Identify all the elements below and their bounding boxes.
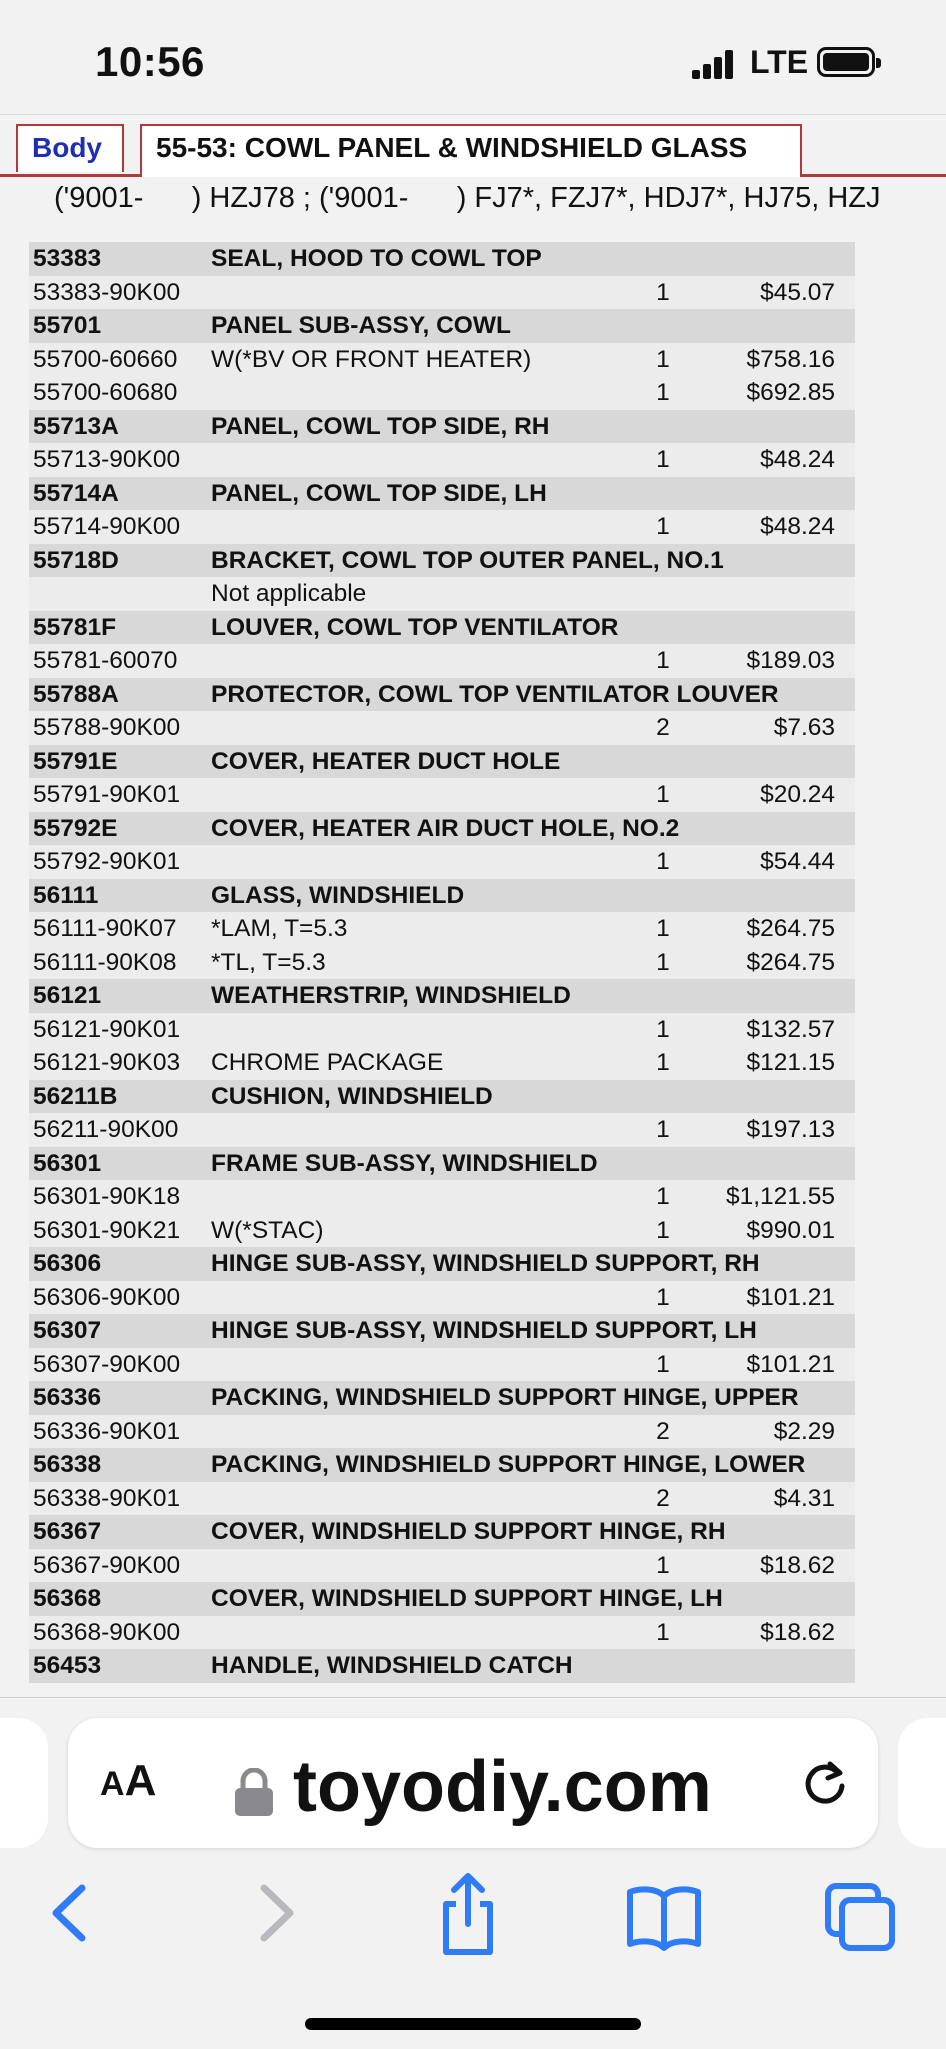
part-row[interactable] (29, 845, 855, 879)
part-group-number: 56453 (33, 1652, 102, 1679)
part-group-number: 53383 (33, 245, 102, 272)
part-number: 56111-90K07 (33, 915, 177, 942)
part-price: $264.75 (746, 948, 835, 976)
part-number: 55792-90K01 (33, 848, 181, 875)
part-number: 55781-60070 (33, 647, 178, 674)
part-quantity: 1 (656, 647, 670, 674)
part-group-description: LOUVER, COWL TOP VENTILATOR (211, 613, 619, 641)
part-group-header[interactable] (29, 242, 855, 276)
part-row[interactable] (29, 1616, 855, 1650)
bookmarks-icon[interactable] (624, 1868, 704, 1958)
part-price: $121.15 (746, 1049, 835, 1076)
part-price: $1,121.55 (726, 1183, 835, 1210)
part-number: 56121-90K01 (33, 1015, 181, 1043)
part-number: 55700-60660 (33, 345, 178, 373)
part-row[interactable] (29, 1415, 855, 1449)
part-quantity: 1 (656, 1049, 670, 1076)
part-group-header[interactable] (29, 410, 855, 444)
part-row[interactable] (29, 1281, 855, 1315)
back-icon[interactable] (30, 1868, 110, 1958)
part-group-description: COVER, WINDSHIELD SUPPORT HINGE, LH (211, 1585, 723, 1612)
part-group-header[interactable] (29, 1314, 855, 1348)
part-group-number: 56211B (33, 1082, 118, 1110)
part-group-description: PACKING, WINDSHIELD SUPPORT HINGE, UPPER (211, 1384, 799, 1411)
part-group-header[interactable] (29, 1080, 855, 1114)
part-row[interactable] (29, 778, 855, 812)
part-number: 55714-90K00 (33, 513, 181, 540)
applicable-models: ('9001- ) HZJ78 ; ('9001- ) FJ7*, FZJ7*, HDJ7*, HJ75, HZJ (54, 182, 881, 214)
part-price: $18.62 (760, 1551, 835, 1579)
part-group-description: GLASS, WINDSHIELD (211, 881, 465, 909)
part-group-number: 56306 (33, 1250, 102, 1277)
part-number: 56336-90K01 (33, 1417, 181, 1445)
part-row[interactable] (29, 946, 855, 980)
text-size-button[interactable]: AA (100, 1756, 157, 1805)
part-row[interactable] (29, 1180, 855, 1214)
part-price: $4.31 (773, 1484, 835, 1512)
part-group-description: FRAME SUB-ASSY, WINDSHIELD (211, 1149, 598, 1177)
part-group-header[interactable] (29, 1147, 855, 1181)
part-quantity: 1 (656, 1183, 670, 1210)
part-group-header[interactable] (29, 979, 855, 1013)
reload-icon[interactable] (798, 1756, 852, 1810)
part-price: $7.63 (773, 714, 835, 741)
part-quantity: 2 (656, 714, 670, 741)
part-note: *TL, T=5.3 (211, 948, 326, 976)
part-group-header[interactable] (29, 745, 855, 779)
part-quantity: 1 (656, 781, 670, 808)
part-number: 56301-90K18 (33, 1183, 181, 1210)
part-quantity: 1 (656, 1116, 670, 1143)
part-quantity: 1 (656, 1551, 670, 1579)
part-group-description: CUSHION, WINDSHIELD (211, 1082, 493, 1110)
part-group-number: 55791E (33, 747, 118, 775)
part-note: W(*STAC) (211, 1216, 324, 1244)
part-group-number: 56336 (33, 1384, 102, 1411)
part-group-header[interactable] (29, 544, 855, 578)
part-price: $101.21 (746, 1283, 835, 1311)
part-group-header[interactable] (29, 879, 855, 913)
part-group-number: 55788A (33, 680, 119, 708)
part-quantity: 1 (656, 446, 670, 473)
tab-page-title: 55-53: COWL PANEL & WINDSHIELD GLASS (140, 124, 802, 177)
part-price: $48.24 (760, 513, 835, 540)
part-row[interactable] (29, 1013, 855, 1047)
part-row[interactable] (29, 1348, 855, 1382)
part-price: $264.75 (746, 915, 835, 942)
part-row[interactable] (29, 376, 855, 410)
part-number: 53383-90K00 (33, 278, 181, 306)
home-indicator (305, 2018, 641, 2030)
part-quantity: 1 (656, 948, 670, 976)
status-bar (0, 0, 946, 115)
part-row[interactable] (29, 1113, 855, 1147)
part-quantity: 1 (656, 345, 670, 373)
part-row[interactable] (29, 711, 855, 745)
part-group-header[interactable] (29, 1381, 855, 1415)
part-group-number: 55713A (33, 412, 119, 440)
part-group-number: 55781F (33, 613, 117, 641)
part-price: $990.01 (746, 1216, 835, 1244)
part-number: 55788-90K00 (33, 714, 181, 741)
part-group-number: 55792E (33, 814, 118, 842)
part-price: $20.24 (760, 781, 835, 808)
part-group-description: SEAL, HOOD TO COWL TOP (211, 245, 542, 272)
part-row[interactable] (29, 912, 855, 946)
part-number: 56211-90K00 (33, 1116, 179, 1143)
share-icon[interactable] (428, 1868, 508, 1958)
part-price: $692.85 (746, 379, 835, 406)
part-group-number: 56301 (33, 1149, 102, 1177)
part-row[interactable] (29, 443, 855, 477)
part-number: 56111-90K08 (33, 948, 177, 976)
part-row[interactable] (29, 1549, 855, 1583)
part-row[interactable] (29, 1046, 855, 1080)
section-tabs (0, 122, 946, 177)
parts-table (29, 242, 855, 1683)
part-group-number: 56121 (33, 982, 102, 1009)
next-tab-preview[interactable] (898, 1718, 946, 1848)
part-group-number: 56338 (33, 1451, 102, 1478)
part-quantity: 1 (656, 1618, 670, 1646)
part-price: $189.03 (746, 647, 835, 674)
part-group-description: HANDLE, WINDSHIELD CATCH (211, 1652, 573, 1679)
url-text[interactable]: toyodiy.com (293, 1747, 712, 1827)
part-group-number: 56368 (33, 1585, 102, 1612)
part-group-description: BRACKET, COWL TOP OUTER PANEL, NO.1 (211, 546, 724, 574)
part-group-header[interactable] (29, 1582, 855, 1616)
part-number: 56301-90K21 (33, 1216, 181, 1244)
part-group-description: HINGE SUB-ASSY, WINDSHIELD SUPPORT, RH (211, 1250, 760, 1277)
part-number: 55700-60680 (33, 379, 178, 406)
part-group-number: 56111 (33, 881, 99, 909)
part-price: $101.21 (746, 1350, 835, 1378)
part-group-description: HINGE SUB-ASSY, WINDSHIELD SUPPORT, LH (211, 1317, 757, 1344)
part-group-header[interactable] (29, 1247, 855, 1281)
part-quantity: 1 (656, 278, 670, 306)
part-group-number: 55718D (33, 546, 119, 574)
previous-tab-preview[interactable] (0, 1718, 48, 1848)
part-group-number: 56367 (33, 1518, 102, 1545)
status-time: 10:56 (95, 38, 205, 85)
part-group-description: PANEL SUB-ASSY, COWL (211, 312, 511, 339)
part-group-header[interactable] (29, 812, 855, 846)
part-group-description: PANEL, COWL TOP SIDE, RH (211, 412, 550, 440)
part-quantity: 2 (656, 1417, 670, 1445)
part-group-header[interactable] (29, 1649, 855, 1683)
part-group-description: PANEL, COWL TOP SIDE, LH (211, 479, 547, 507)
part-group-header[interactable] (29, 1448, 855, 1482)
part-price: $132.57 (746, 1015, 835, 1043)
part-quantity: 1 (656, 1216, 670, 1244)
network-label: LTE (750, 44, 809, 80)
part-quantity: 1 (656, 1015, 670, 1043)
part-group-description: PACKING, WINDSHIELD SUPPORT HINGE, LOWER (211, 1451, 806, 1478)
part-group-description: COVER, WINDSHIELD SUPPORT HINGE, RH (211, 1518, 726, 1545)
part-group-header[interactable] (29, 477, 855, 511)
part-row[interactable] (29, 343, 855, 377)
part-group-description: COVER, HEATER DUCT HOLE (211, 747, 561, 775)
part-number: 56307-90K00 (33, 1350, 181, 1378)
part-quantity: 1 (656, 1350, 670, 1378)
part-row[interactable] (29, 1482, 855, 1516)
part-price: $48.24 (760, 446, 835, 473)
part-row[interactable] (29, 1214, 855, 1248)
part-number: 56367-90K00 (33, 1551, 181, 1579)
part-number: 56306-90K00 (33, 1283, 181, 1311)
part-price: $54.44 (760, 848, 835, 875)
tab-body[interactable]: Body (16, 124, 124, 172)
part-price: $758.16 (746, 345, 835, 373)
browser-toolbar (0, 1697, 946, 2049)
part-row[interactable] (29, 276, 855, 310)
part-group-description: COVER, HEATER AIR DUCT HOLE, NO.2 (211, 814, 680, 842)
part-group-header[interactable] (29, 611, 855, 645)
part-price: $45.07 (760, 278, 835, 306)
tabs-icon[interactable] (820, 1868, 900, 1958)
part-note: Not applicable (211, 580, 367, 607)
part-note: W(*BV OR FRONT HEATER) (211, 345, 532, 373)
part-group-header[interactable] (29, 678, 855, 712)
part-row[interactable] (29, 577, 855, 611)
battery-icon (817, 47, 875, 77)
part-quantity: 1 (656, 513, 670, 540)
part-quantity: 1 (656, 915, 670, 942)
part-row[interactable] (29, 510, 855, 544)
part-number: 56121-90K03 (33, 1049, 181, 1076)
part-quantity: 1 (656, 379, 670, 406)
part-group-description: WEATHERSTRIP, WINDSHIELD (211, 982, 571, 1009)
part-group-header[interactable] (29, 309, 855, 343)
part-number: 55713-90K00 (33, 446, 181, 473)
part-group-number: 55701 (33, 312, 102, 339)
signal-icon (692, 49, 734, 79)
navigation-row (0, 1868, 946, 1978)
part-quantity: 1 (656, 848, 670, 875)
forward-icon[interactable] (236, 1868, 316, 1958)
part-price: $18.62 (760, 1618, 835, 1646)
part-group-number: 55714A (33, 479, 119, 507)
part-note: CHROME PACKAGE (211, 1049, 444, 1076)
part-note: *LAM, T=5.3 (211, 915, 348, 942)
part-row[interactable] (29, 644, 855, 678)
part-quantity: 1 (656, 1283, 670, 1311)
part-price: $197.13 (746, 1116, 835, 1143)
part-group-header[interactable] (29, 1515, 855, 1549)
part-quantity: 2 (656, 1484, 670, 1512)
part-price: $2.29 (773, 1417, 835, 1445)
part-number: 55791-90K01 (33, 781, 181, 808)
part-number: 56338-90K01 (33, 1484, 181, 1512)
part-group-description: PROTECTOR, COWL TOP VENTILATOR LOUVER (211, 680, 779, 708)
address-bar[interactable] (68, 1718, 878, 1848)
lock-icon (232, 1768, 276, 1816)
part-number: 56368-90K00 (33, 1618, 181, 1646)
part-group-number: 56307 (33, 1317, 102, 1344)
